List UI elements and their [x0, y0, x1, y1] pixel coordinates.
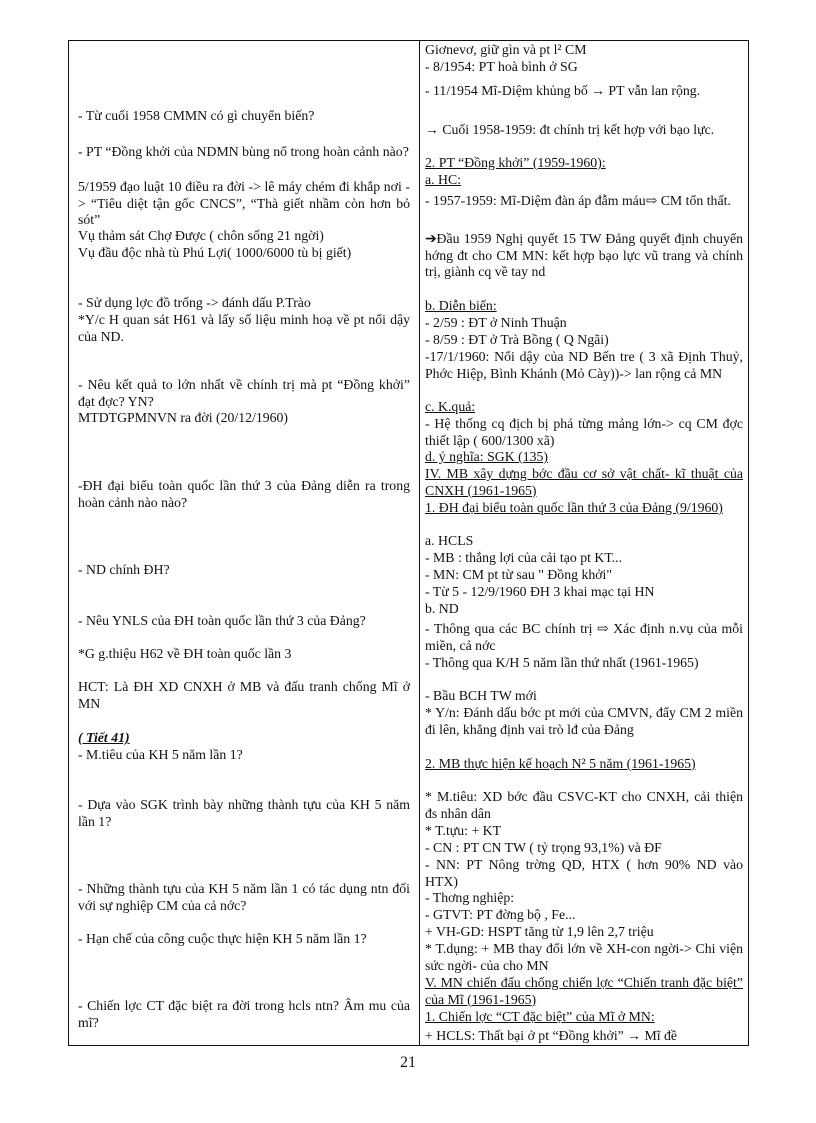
content-line: + VH-GD: HSPT tăng từ 1,9 lên 2,7 triệu [425, 924, 654, 939]
subsection-heading: b. ND [425, 601, 459, 616]
content-line: - MN: CM pt từ sau " Đồng khởi" [425, 567, 613, 582]
content-line: Giơnevơ, giữ gìn và pt l² CM [425, 42, 587, 57]
content-line: ➔Đầu 1959 Nghị quyết 15 TW Đảng quyết định chuyển hớng đt cho CM MN: kết hợp bạo lực vũ trang và chính trị, giành cq về tay nd [425, 231, 743, 280]
section-heading: 1. ĐH đại biểu toàn quốc lần thứ 3 của Đảng (9/1960) [425, 500, 723, 515]
content-line: * Y/n: Đánh dấu bớc pt mới của CMVN, đẩy CM 2 miền đi lên, khẳng định vai trò lđ của Đảng [425, 705, 743, 737]
section-heading: V. MN chiến đấu chống chiến lợc “Chiến tranh đặc biệt” của Mĩ (1961-1965) [425, 975, 743, 1007]
content-line: -17/1/1960: Nổi dậy của ND Bến tre ( 3 xã Định Thuỷ, Phớc Hiệp, Bình Khánh (Mỏ Cày))-> lan rộng cả MN [425, 349, 743, 381]
question-text: - Chiến lợc CT đặc biệt ra đời trong hcls ntn? Âm mu của mĩ? [78, 998, 410, 1030]
question-text: - Từ cuối 1958 CMMN có gì chuyển biến? [78, 108, 315, 123]
section-heading: 2. MB thực hiện kế hoạch N² 5 năm (1961-1965) [425, 756, 696, 771]
content-line: → Cuối 1958-1959: đt chính trị kết hợp với bạo lực. [425, 122, 715, 137]
section-heading: 1. Chiến lợc “CT đặc biệt” của Mĩ ở MN: [425, 1009, 655, 1024]
section-heading: IV. MB xây dựng bớc đầu cơ sở vật chất- kĩ thuật của CNXH (1961-1965) [425, 466, 743, 498]
note-text: MTDTGPMNVN ra đời (20/12/1960) [78, 410, 289, 425]
content-line: * M.tiêu: XD bớc đầu CSVC-KT cho CNXH, cải thiện đs nhân dân [425, 789, 743, 821]
content-line: - Thông qua các BC chính trị ⇨ Xác định n.vụ của mỗi miền, cả nớc [425, 621, 743, 653]
content-line: * T.dụng: + MB thay đổi lớn về XH-con ngời-> Chi viện sức ngời- của cho MN [425, 941, 743, 973]
content-line: - Thơng nghiệp: [425, 890, 515, 905]
lesson-table [68, 40, 749, 1046]
content-line: * T.tựu: + KT [425, 823, 502, 838]
content-line: - GTVT: PT đờng bộ , Fe... [425, 907, 576, 922]
content-line: - Hệ thống cq địch bị phá từng mảng lớn-> cq CM đợc thiết lập ( 600/1300 xã) [425, 416, 743, 448]
note-text: 5/1959 đạo luật 10 điều ra đời -> lê máy chém đi khắp nơi -> “Tiêu diệt tận gốc CNCS”, “Thà giết nhầm còn hơn bỏ sót” [78, 179, 410, 228]
question-text: - Nêu YNLS của ĐH toàn quốc lần thứ 3 của Đảng? [78, 613, 366, 628]
page-number: 21 [400, 1054, 416, 1071]
question-text: - Nêu kết quả to lớn nhất về chính trị mà pt “Đồng khởi” đạt đợc? YN? [78, 377, 410, 409]
content-line: - 11/1954 Mĩ-Diệm khủng bố → PT vẫn lan rộng. [425, 83, 701, 98]
lesson-period-heading: ( Tiết 41) [78, 730, 130, 745]
column-divider [419, 41, 420, 1045]
section-heading: 2. PT “Đồng khởi” (1959-1960): [425, 155, 606, 170]
teacher-student-activity-column [69, 41, 418, 1045]
question-text: - M.tiêu của KH 5 năm lần 1? [78, 747, 243, 762]
note-text: Vụ đầu độc nhà tù Phú Lợi( 1000/6000 tù bị giết) [78, 245, 352, 260]
content-line: - MB : thắng lợi của cải tạo pt KT... [425, 550, 623, 565]
question-text: - Hạn chế của công cuộc thực hiện KH 5 năm lần 1? [78, 931, 367, 946]
content-line: - NN: PT Nông trờng QD, HTX ( hơn 90% ND vào HTX) [425, 857, 743, 889]
content-line: - 8/1954: PT hoà bình ở SG [425, 59, 578, 74]
content-line: - 8/59 : ĐT ở Trà Bồng ( Q Ngãi) [425, 332, 609, 347]
instruction-text: - Sử dụng lợc đồ trống -> đánh dấu P.Trào [78, 295, 311, 310]
subsection-heading: b. Diễn biến: [425, 298, 497, 313]
summary-text: HCT: Là ĐH XD CNXH ở MB và đấu tranh chống Mĩ ở MN [78, 679, 410, 711]
question-text: - ND chính ĐH? [78, 562, 170, 577]
instruction-text: *G g.thiệu H62 về ĐH toàn quốc lần 3 [78, 646, 292, 661]
content-line: - Bầu BCH TW mới [425, 688, 537, 703]
instruction-text: *Y/c H quan sát H61 và lấy số liệu minh hoạ về pt nổi dậy của ND. [78, 312, 410, 344]
content-line: - Từ 5 - 12/9/1960 ĐH 3 khai mạc tại HN [425, 584, 655, 599]
content-line: - CN : PT CN TW ( tỷ trọng 93,1%) và ĐF [425, 840, 662, 855]
content-line: - 1957-1959: Mĩ-Diệm đàn áp đẫm máu⇨ CM tổn thất. [425, 193, 731, 208]
question-text: -ĐH đại biểu toàn quốc lần thứ 3 của Đảng diễn ra trong hoàn cảnh nào nào? [78, 478, 410, 510]
content-line: - Thông qua K/H 5 năm lần thứ nhất (1961-1965) [425, 655, 699, 670]
note-text: Vụ thảm sát Chợ Được ( chôn sống 21 ngời) [78, 228, 324, 243]
subsection-heading: d. ý nghĩa: SGK (135) [425, 449, 549, 464]
subsection-heading: a. HCLS [425, 533, 474, 548]
question-text: - Những thành tựu của KH 5 năm lần 1 có tác dụng ntn đối với sự nghiệp CM của cả nớc? [78, 881, 410, 913]
content-line: - 2/59 : ĐT ở Ninh Thuận [425, 315, 567, 330]
lesson-content-column [421, 41, 748, 1045]
subsection-heading: a. HC: [425, 172, 462, 187]
content-line: + HCLS: Thất bại ở pt “Đồng khởi” → Mĩ đề [425, 1028, 678, 1043]
question-text: - PT “Đồng khởi của NDMN bùng nổ trong hoàn cảnh nào? [78, 144, 409, 159]
subsection-heading: c. K.quả: [425, 399, 476, 414]
question-text: - Dựa vào SGK trình bày những thành tựu của KH 5 năm lần 1? [78, 797, 410, 829]
